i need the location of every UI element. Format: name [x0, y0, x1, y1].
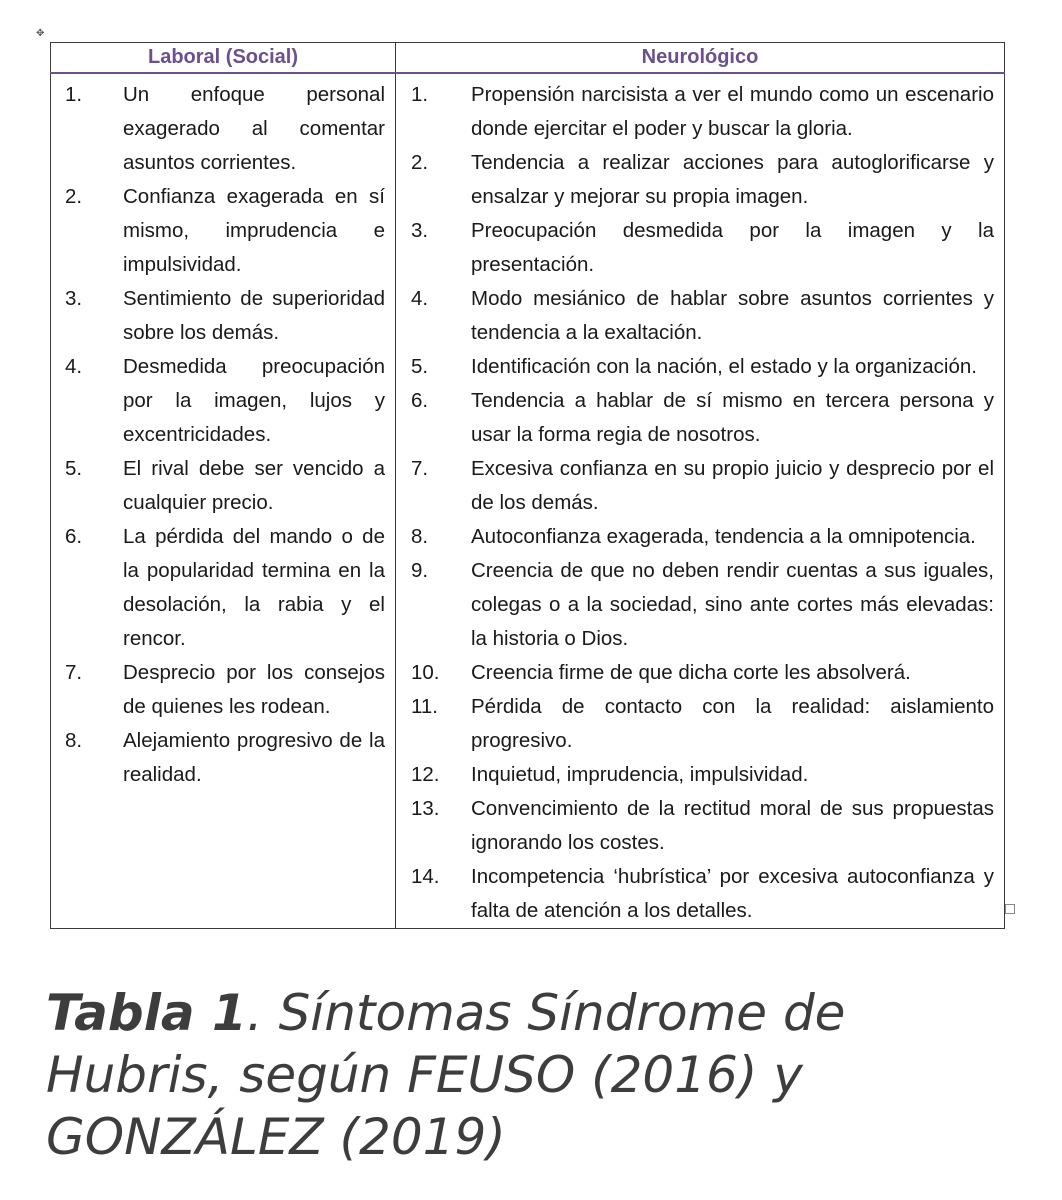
list-item [396, 554, 1004, 656]
list-item [51, 724, 395, 792]
item-text: Desprecio por los consejos de quienes les rodean. [123, 661, 385, 718]
table-caption [46, 982, 946, 1168]
item-number: 1. [65, 83, 83, 106]
item-number: 2. [65, 185, 83, 208]
table-resize-handle-icon[interactable] [1005, 904, 1015, 914]
item-number: 9. [411, 559, 429, 582]
list-item [396, 690, 1004, 758]
item-text: Incompetencia ‘hubrística’ por excesiva autoconfianza y falta de atención a los detalles. [471, 865, 994, 922]
list-item [396, 350, 1004, 384]
laboral-cell [51, 73, 396, 929]
list-item [51, 520, 395, 656]
item-text: Identificación con la nación, el estado y la organización. [471, 355, 977, 378]
list-item [396, 656, 1004, 690]
list-item [396, 520, 1004, 554]
item-text: Creencia firme de que dicha corte les absolverá. [471, 661, 911, 684]
list-item [396, 860, 1004, 928]
list-item [396, 758, 1004, 792]
list-item [51, 180, 395, 282]
list-item [51, 282, 395, 350]
item-text: Creencia de que no deben rendir cuentas a sus iguales, colegas o a la sociedad, sino ante cortes más elevadas: la historia o Dios. [471, 559, 994, 650]
list-item [51, 656, 395, 724]
list-item [51, 78, 395, 180]
symptoms-table [50, 42, 1005, 929]
item-text: Sentimiento de superioridad sobre los demás. [123, 287, 385, 344]
item-number: 13. [411, 797, 440, 820]
item-text: La pérdida del mando o de la popularidad termina en la desolación, la rabia y el rencor. [123, 525, 385, 650]
item-number: 8. [65, 729, 83, 752]
list-item [396, 792, 1004, 860]
caption-label: Tabla 1 [46, 984, 247, 1042]
item-number: 7. [411, 457, 429, 480]
item-text: Modo mesiánico de hablar sobre asuntos corrientes y tendencia a la exaltación. [471, 287, 994, 344]
list-item [396, 282, 1004, 350]
item-number: 14. [411, 865, 440, 888]
item-text: El rival debe ser vencido a cualquier precio. [123, 457, 385, 514]
item-number: 1. [411, 83, 429, 106]
list-item [396, 452, 1004, 520]
laboral-list [51, 78, 395, 792]
list-item [396, 146, 1004, 214]
item-text: Alejamiento progresivo de la realidad. [123, 729, 385, 786]
neurologico-cell [396, 73, 1005, 929]
item-number: 5. [411, 355, 429, 378]
table-header-row [51, 43, 1005, 74]
item-text: Desmedida preocupación por la imagen, lujos y excentricidades. [123, 355, 385, 446]
item-number: 4. [65, 355, 83, 378]
caption-text: . Síntomas Síndrome de Hubris, según FEUSO (2016) y GONZÁLEZ (2019) [46, 984, 846, 1166]
header-laboral: Laboral (Social) [51, 43, 396, 74]
item-number: 2. [411, 151, 429, 174]
list-item [396, 384, 1004, 452]
list-item [51, 452, 395, 520]
item-text: Tendencia a realizar acciones para autoglorificarse y ensalzar y mejorar su propia imagen. [471, 151, 994, 208]
item-text: Preocupación desmedida por la imagen y la presentación. [471, 219, 994, 276]
item-number: 5. [65, 457, 83, 480]
item-number: 3. [411, 219, 429, 242]
item-text: Convencimiento de la rectitud moral de sus propuestas ignorando los costes. [471, 797, 994, 854]
item-text: Inquietud, imprudencia, impulsividad. [471, 763, 809, 786]
item-number: 12. [411, 763, 440, 786]
table-body-row [51, 73, 1005, 929]
item-text: Propensión narcisista a ver el mundo como un escenario donde ejercitar el poder y buscar la gloria. [471, 83, 994, 140]
item-text: Autoconfianza exagerada, tendencia a la omnipotencia. [471, 525, 976, 548]
item-number: 10. [411, 661, 440, 684]
list-item [396, 214, 1004, 282]
neurologico-list [396, 78, 1004, 928]
list-item [51, 350, 395, 452]
item-text: Tendencia a hablar de sí mismo en tercera persona y usar la forma regia de nosotros. [471, 389, 994, 446]
header-neurologico: Neurológico [396, 43, 1005, 74]
item-number: 8. [411, 525, 429, 548]
table-move-handle-icon[interactable]: ✥ [36, 28, 45, 39]
item-text: Pérdida de contacto con la realidad: aislamiento progresivo. [471, 695, 994, 752]
item-text: Confianza exagerada en sí mismo, imprudencia e impulsividad. [123, 185, 385, 276]
item-number: 4. [411, 287, 429, 310]
item-text: Excesiva confianza en su propio juicio y desprecio por el de los demás. [471, 457, 994, 514]
item-number: 11. [411, 695, 438, 718]
list-item [396, 78, 1004, 146]
item-number: 3. [65, 287, 83, 310]
item-text: Un enfoque personal exagerado al comentar asuntos corrientes. [123, 83, 385, 174]
item-number: 6. [411, 389, 429, 412]
item-number: 7. [65, 661, 83, 684]
item-number: 6. [65, 525, 83, 548]
